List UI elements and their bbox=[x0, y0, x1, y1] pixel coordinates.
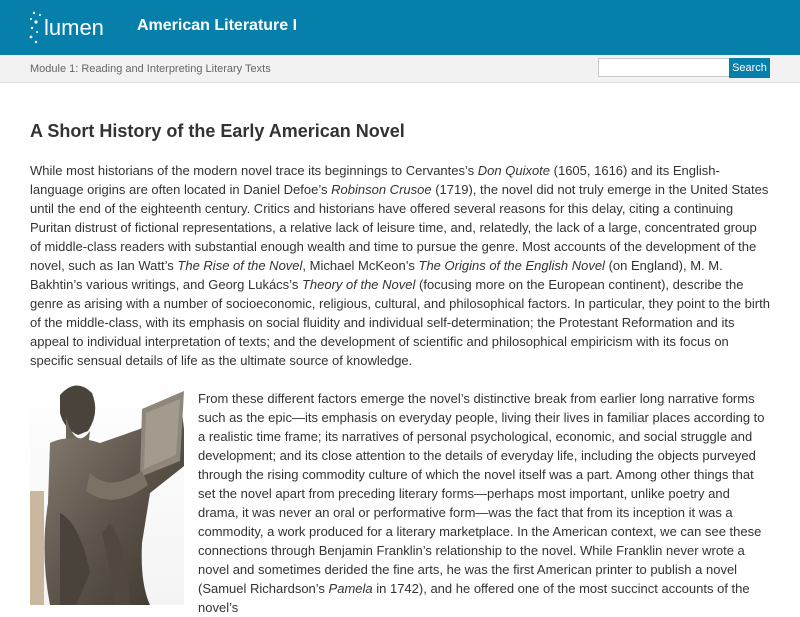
logo-dots-icon bbox=[30, 12, 41, 43]
breadcrumb[interactable]: Module 1: Reading and Interpreting Literary Texts bbox=[30, 63, 271, 75]
paragraph-1: While most historians of the modern novel trace its beginnings to Cervantes’s Don Quixote (1605, 1616) and its English-language origins are often located in Daniel Defoe’s Robinson Crusoe (1719), the novel did not truly emerge in the United States until the end of the eighteenth century. Critics and historians have offered several reasons for this delay, citing a continuing Puritan distrust of fictional representations, a relative lack of leisure time, and, relatedly, the lack of a large, concentrated group of middle-class readers with substantial enough wealth and time to pursue the genre. Most accounts of the development of the novel, such as Ian Watt’s The Rise of the Novel, Michael McKeon’s The Origins of the English Novel (on England), M. M. Bakhtin’s various writings, and Georg Lukács’s Theory of the Novel (focusing more on the European continent), describe the genre as arising with a number of socioeconomic, religious, cultural, and philosophical factors. In particular, they point to the birth of the middle-class, with its emphasis on social fluidity and individual self-determination; the Protestant Reformation and its appeal to individual interpretation of texts; and the development of scientific and philosophical empiricism with its focus on specific sensual details of life as the ultimate source of knowledge. bbox=[30, 163, 770, 368]
search-input[interactable] bbox=[598, 58, 730, 77]
paragraph-2: From these different factors emerge the novel’s distinctive break from earlier long narrative forms such as the epic—its emphasis on everyday people, living their lives in familiar places according to a realistic time frame; its narratives of personal psychological, economic, and social struggle and development; and its close attention to the details of everyday life, including the objects purveyed through the rising commodity culture of which the novel itself was a part. Among other things that set the novel apart from preceding literary forms—perhaps most important, unlike poetry and drama, it was never an oral or performative form—was the fact that from its inception it was a commodity, a work produced for a literary marketplace. In the American context, we can see these connections through Benjamin Franklin’s relationship to the novel. While Franklin never wrote a novel and sometimes derided the fine arts, he was the first American printer to publish a novel (Samuel Richardson’s Pamela in 1742), and he offered one of the most succinct accounts of the novel’s bbox=[198, 391, 765, 615]
lumen-logo[interactable] bbox=[28, 9, 110, 47]
statue-image bbox=[30, 373, 184, 605]
module-bar bbox=[0, 55, 800, 83]
search-button[interactable]: Search bbox=[729, 58, 770, 78]
logo-text: lumen bbox=[44, 15, 104, 40]
page-title: A Short History of the Early American Novel bbox=[30, 121, 405, 141]
main-content bbox=[30, 82, 770, 617]
top-navigation-bar bbox=[0, 0, 800, 55]
course-title[interactable]: American Literature I bbox=[137, 17, 298, 34]
